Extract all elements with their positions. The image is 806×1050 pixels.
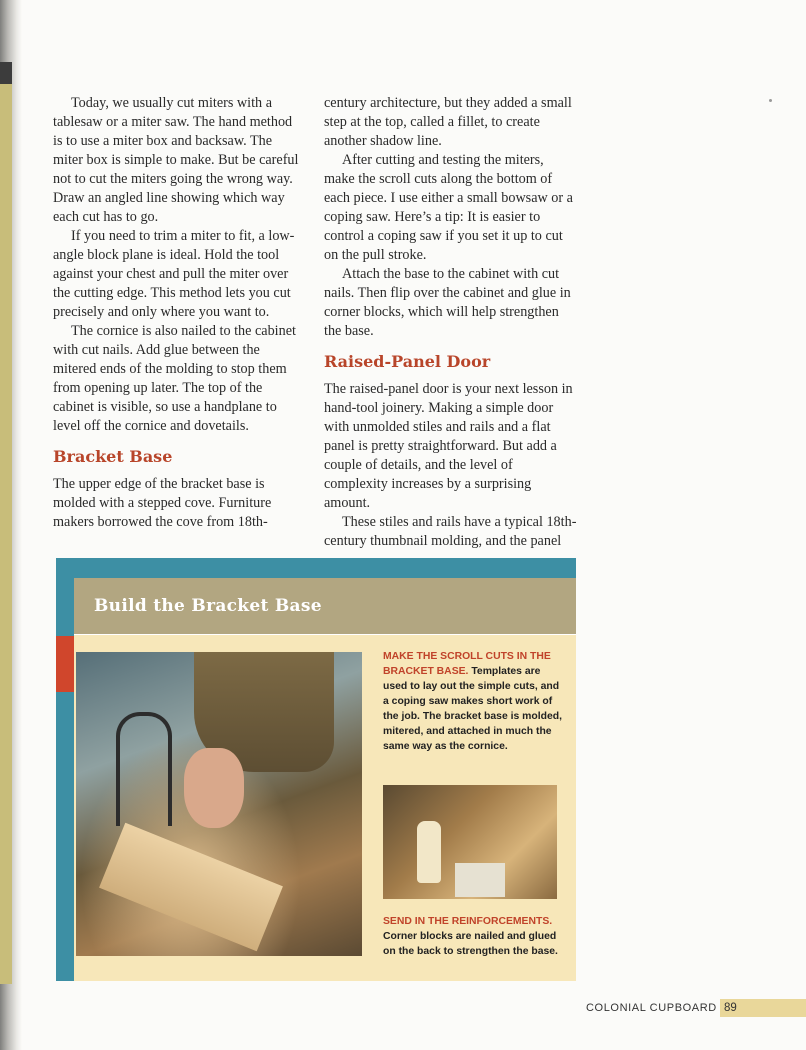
photo-coping-saw-cut [76,652,362,956]
photo-hand [184,748,244,828]
body-paragraph: Attach the base to the cabinet with cut nails. Then flip over the cabinet and glue in corner blocks, which will help strengthen the base. [324,266,571,339]
body-paragraph: The upper edge of the bracket base is molded with a stepped cove. Furniture makers borrowed the cove from 18th- [53,476,272,530]
body-paragraph: century architecture, but they added a small step at the top, called a fillet, to create another shadow line. [324,95,572,149]
sidebar-title: Build the Bracket Base [94,596,322,616]
body-paragraph: The raised-panel door is your next lesson in hand-tool joinery. Making a simple door with unmolded stiles and rails and a flat panel is pretty straightforward. But add a couple of details, and the level of complexity increases by a surprising amount. [324,381,573,511]
running-footer-title: COLONIAL CUPBOARD [586,1002,717,1014]
page-speck [769,99,772,102]
body-paragraph: The cornice is also nailed to the cabinet with cut nails. Add glue between the mitered ends of the molding to stop them from opening up later. The top of the cabinet is visible, so use a handplane to level off the cornice and dovetails. [53,323,296,434]
right-text-column [324,94,577,551]
left-text-column [53,94,303,532]
gutter-dark-bar [0,62,12,84]
section-heading-bracket-base: Bracket Base [53,447,173,466]
photo-caption-reinforcements [383,914,563,959]
caption-lead: SEND IN THE REINFORCEMENTS. [383,916,553,927]
gutter-olive-bar [0,84,12,984]
sidebar-divider [74,634,576,635]
coping-saw-icon [116,712,172,826]
body-paragraph: These stiles and rails have a typical 18th-century thumbnail molding, and the panel [324,514,577,549]
section-heading-raised-panel-door: Raised-Panel Door [324,352,491,371]
caption-body: Templates are used to lay out the simple cuts, and a coping saw makes short work of the job. The bracket base is molded, mitered, and attached in much the same way as the cornice. [383,666,562,752]
caption-lead: MAKE THE SCROLL CUTS IN THE BRACKET BASE. [383,651,551,677]
page-number: 89 [724,1002,737,1014]
caption-body: Corner blocks are nailed and glued on the back to strengthen the base. [383,931,558,957]
body-paragraph: Today, we usually cut miters with a tablesaw or a miter saw. The hand method is to use a miter box and backsaw. The miter box is simple to make. But be careful not to cut the miters going the wrong way. Draw an angled line showing which way each cut has to go. [53,95,299,225]
body-paragraph: After cutting and testing the miters, make the scroll cuts along the bottom of each piece. I use either a small bowsaw or a coping saw. Here’s a tip: It is easier to control a coping saw if you set it up to cut on the pull stroke. [324,152,573,263]
photo-corner-blocks [383,785,557,899]
photo-board [99,823,283,952]
sidebar-box [56,558,576,981]
glue-bottle-icon [417,821,441,883]
sidebar-red-tab [56,636,74,692]
nail-box-icon [455,863,505,897]
photo-caption-scroll-cuts [383,649,563,754]
body-paragraph: If you need to trim a miter to fit, a low-angle block plane is ideal. Hold the tool against your chest and pull the miter over the cutting edge. This method lets you cut precisely and only where you want to. [53,228,295,320]
